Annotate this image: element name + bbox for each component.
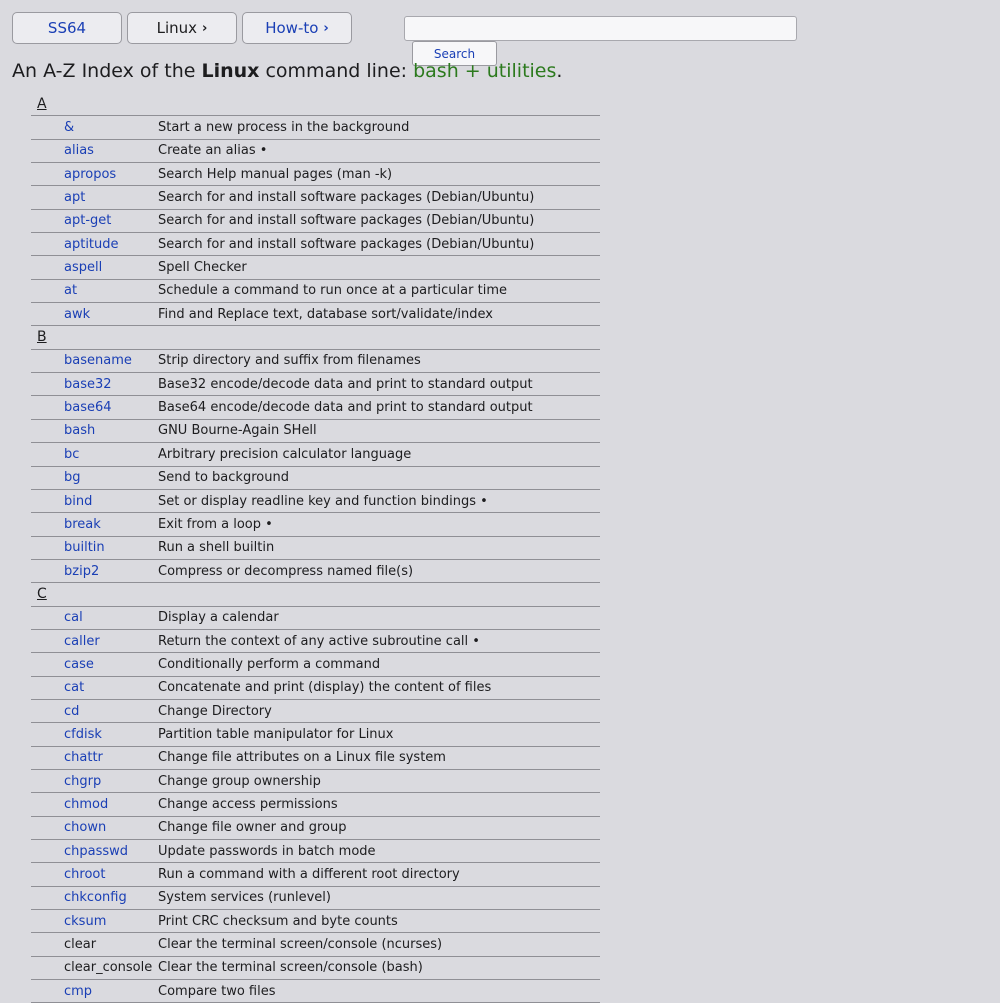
command-link[interactable]: chpasswd bbox=[64, 843, 129, 859]
table-row bbox=[31, 443, 600, 466]
command-link[interactable]: chkconfig bbox=[64, 890, 127, 906]
command-description: Search for and install software packages (Debian/Ubuntu) bbox=[158, 190, 535, 206]
command-link[interactable]: base64 bbox=[64, 400, 112, 416]
command-link[interactable]: chown bbox=[64, 820, 107, 836]
command-description: Schedule a command to run once at a particular time bbox=[158, 283, 507, 299]
table-row bbox=[31, 350, 600, 373]
command-description: Spell Checker bbox=[158, 260, 247, 276]
command-description: Concatenate and print (display) the content of files bbox=[158, 680, 492, 696]
table-row bbox=[31, 560, 600, 583]
command-description: Clear the terminal screen/console (ncurses) bbox=[158, 937, 443, 953]
command-description: Strip directory and suffix from filenames bbox=[158, 353, 421, 369]
command-link[interactable]: base32 bbox=[64, 376, 112, 392]
command-description: Change file attributes on a Linux file system bbox=[158, 750, 446, 766]
table-row bbox=[31, 910, 600, 933]
section-header-b bbox=[31, 326, 600, 349]
title-bold: Linux bbox=[201, 60, 260, 82]
ss64-home-button[interactable] bbox=[12, 12, 122, 44]
title-middle: command line: bbox=[259, 60, 414, 82]
table-row bbox=[31, 677, 600, 700]
table-row bbox=[31, 490, 600, 513]
command-description: Exit from a loop • bbox=[158, 516, 273, 532]
section-letter[interactable]: A bbox=[37, 96, 47, 112]
table-row bbox=[31, 863, 600, 886]
command-link[interactable]: bash bbox=[64, 423, 96, 439]
linux-nav-button[interactable] bbox=[127, 12, 237, 44]
command-link[interactable]: basename bbox=[64, 353, 132, 369]
command-link[interactable]: cd bbox=[64, 703, 80, 719]
command-description: Partition table manipulator for Linux bbox=[158, 726, 394, 742]
command-description: Start a new process in the background bbox=[158, 120, 410, 136]
command-link[interactable]: caller bbox=[64, 633, 100, 649]
search-input[interactable] bbox=[404, 16, 797, 41]
table-row bbox=[31, 723, 600, 746]
command-link[interactable]: apt-get bbox=[64, 213, 112, 229]
command-description: Search Help manual pages (man -k) bbox=[158, 166, 393, 182]
table-row bbox=[31, 396, 600, 419]
command-link[interactable]: awk bbox=[64, 306, 91, 322]
command-description: Search for and install software packages (Debian/Ubuntu) bbox=[158, 213, 535, 229]
command-description: GNU Bourne-Again SHell bbox=[158, 423, 317, 439]
command-description: Conditionally perform a command bbox=[158, 656, 381, 672]
command-description: Change access permissions bbox=[158, 796, 338, 812]
command-description: Base64 encode/decode data and print to standard output bbox=[158, 400, 533, 416]
command-description: Search for and install software packages (Debian/Ubuntu) bbox=[158, 236, 535, 252]
title-prefix: An A-Z Index of the bbox=[12, 60, 202, 82]
command-description: Create an alias • bbox=[158, 143, 268, 159]
command-link[interactable]: chgrp bbox=[64, 773, 102, 789]
command-link[interactable]: bind bbox=[64, 493, 93, 509]
command-description: Clear the terminal screen/console (bash) bbox=[158, 960, 423, 976]
command-description: Print CRC checksum and byte counts bbox=[158, 913, 398, 929]
table-row bbox=[31, 280, 600, 303]
command-description: Display a calendar bbox=[158, 610, 279, 626]
table-row bbox=[31, 747, 600, 770]
command-link[interactable]: aptitude bbox=[64, 236, 119, 252]
command-link[interactable]: case bbox=[64, 656, 94, 672]
table-row bbox=[31, 817, 600, 840]
command-description: Run a shell builtin bbox=[158, 540, 275, 556]
table-row bbox=[31, 840, 600, 863]
command-link[interactable]: break bbox=[64, 516, 101, 532]
command-link[interactable]: bg bbox=[64, 470, 81, 486]
table-row bbox=[31, 770, 600, 793]
table-row bbox=[31, 303, 600, 326]
command-link[interactable]: builtin bbox=[64, 540, 105, 556]
section-header-a bbox=[31, 93, 600, 116]
table-row bbox=[31, 957, 600, 980]
table-row bbox=[31, 373, 600, 396]
ss64-home-label: SS64 bbox=[47, 19, 87, 37]
table-row bbox=[31, 513, 600, 536]
command-index-table bbox=[31, 93, 600, 1003]
command-link[interactable]: at bbox=[64, 283, 78, 299]
command-description: Compress or decompress named file(s) bbox=[158, 563, 414, 579]
bash-utilities-link[interactable]: bash + utilities bbox=[413, 60, 557, 82]
table-row bbox=[31, 233, 600, 256]
table-row bbox=[31, 420, 600, 443]
table-row bbox=[31, 163, 600, 186]
command-description: Compare two files bbox=[158, 983, 276, 999]
howto-nav-button[interactable] bbox=[242, 12, 352, 44]
command-link[interactable]: cal bbox=[64, 610, 83, 626]
chevron-right-icon: › bbox=[323, 20, 329, 36]
command-link[interactable]: bzip2 bbox=[64, 563, 100, 579]
table-row bbox=[31, 140, 600, 163]
table-row bbox=[31, 256, 600, 279]
command-link[interactable]: & bbox=[64, 120, 75, 136]
linux-nav-label: Linux bbox=[156, 19, 198, 37]
command-link[interactable]: apropos bbox=[64, 166, 117, 182]
command-link[interactable]: chattr bbox=[64, 750, 103, 766]
table-row bbox=[31, 933, 600, 956]
section-header-c bbox=[31, 583, 600, 606]
command-description: Update passwords in batch mode bbox=[158, 843, 376, 859]
chevron-right-icon: › bbox=[202, 20, 208, 36]
command-link[interactable]: bc bbox=[64, 446, 80, 462]
table-row bbox=[31, 186, 600, 209]
page-title bbox=[12, 60, 562, 82]
table-row bbox=[31, 630, 600, 653]
command-description: Set or display readline key and function bindings • bbox=[158, 493, 488, 509]
command-link[interactable]: cfdisk bbox=[64, 726, 102, 742]
command-link[interactable]: chmod bbox=[64, 796, 109, 812]
command-link[interactable]: cmp bbox=[64, 983, 93, 999]
command-description: Find and Replace text, database sort/validate/index bbox=[158, 306, 493, 322]
howto-nav-label: How-to bbox=[265, 19, 319, 37]
table-row bbox=[31, 116, 600, 139]
table-row bbox=[31, 607, 600, 630]
command-description: Send to background bbox=[158, 470, 289, 486]
table-row bbox=[31, 887, 600, 910]
section-letter[interactable]: B bbox=[37, 329, 47, 346]
table-row bbox=[31, 467, 600, 490]
command-name: clear bbox=[64, 937, 97, 953]
command-link[interactable]: cksum bbox=[64, 913, 107, 929]
command-description: Change file owner and group bbox=[158, 820, 347, 836]
table-row bbox=[31, 653, 600, 676]
command-description: Arbitrary precision calculator language bbox=[158, 446, 412, 462]
command-link[interactable]: alias bbox=[64, 143, 94, 159]
section-letter[interactable]: C bbox=[37, 586, 47, 603]
command-description: System services (runlevel) bbox=[158, 890, 331, 906]
command-link[interactable]: aspell bbox=[64, 260, 103, 276]
command-description: Base32 encode/decode data and print to standard output bbox=[158, 376, 533, 392]
command-description: Run a command with a different root directory bbox=[158, 867, 460, 883]
command-link[interactable]: apt bbox=[64, 190, 86, 206]
table-row bbox=[31, 210, 600, 233]
command-link[interactable]: cat bbox=[64, 680, 85, 696]
title-suffix: . bbox=[556, 60, 563, 82]
search-button-label: Search bbox=[433, 46, 476, 61]
table-row bbox=[31, 700, 600, 723]
command-name: clear_console bbox=[64, 960, 153, 976]
table-row bbox=[31, 537, 600, 560]
command-description: Change group ownership bbox=[158, 773, 321, 789]
table-row bbox=[31, 793, 600, 816]
command-link[interactable]: chroot bbox=[64, 867, 106, 883]
command-description: Change Directory bbox=[158, 703, 272, 719]
command-description: Return the context of any active subroutine call • bbox=[158, 633, 480, 649]
